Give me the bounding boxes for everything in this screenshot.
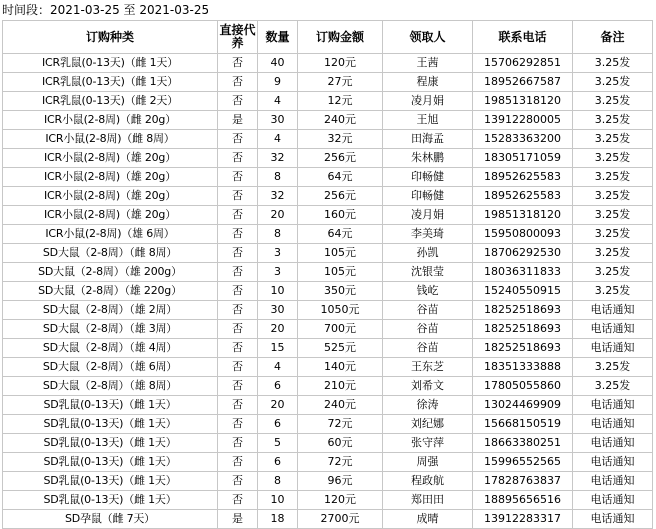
table-row xyxy=(3,358,653,377)
remark-cell: 3.25发 xyxy=(573,377,653,396)
phone-cell: 18036311833 xyxy=(473,263,573,282)
recipient-cell: 谷苗 xyxy=(383,320,473,339)
product-cell: SD乳鼠(0-13天)（雌 1天） xyxy=(3,396,218,415)
quantity-cell: 30 xyxy=(258,301,298,320)
product-cell: SD大鼠（2-8周）（雄 4周） xyxy=(3,339,218,358)
product-cell: ICR小鼠(2-8周)（雄 6周） xyxy=(3,225,218,244)
remark-cell: 3.25发 xyxy=(573,92,653,111)
table-row xyxy=(3,282,653,301)
remark-cell: 3.25发 xyxy=(573,206,653,225)
quantity-cell: 18 xyxy=(258,510,298,529)
amount-cell: 120元 xyxy=(298,491,383,510)
quantity-cell: 30 xyxy=(258,111,298,130)
table-header-row xyxy=(3,21,653,54)
remark-cell: 电话通知 xyxy=(573,415,653,434)
remark-cell: 3.25发 xyxy=(573,244,653,263)
column-header-phone: 联系电话 xyxy=(473,21,573,54)
remark-cell: 电话通知 xyxy=(573,301,653,320)
recipient-cell: 徐涛 xyxy=(383,396,473,415)
amount-cell: 105元 xyxy=(298,263,383,282)
table-row xyxy=(3,225,653,244)
product-cell: SD乳鼠(0-13天)（雌 1天） xyxy=(3,415,218,434)
table-row xyxy=(3,130,653,149)
recipient-cell: 王茜 xyxy=(383,54,473,73)
direct-care-cell: 是 xyxy=(218,510,258,529)
amount-cell: 160元 xyxy=(298,206,383,225)
direct-care-cell: 否 xyxy=(218,206,258,225)
quantity-cell: 6 xyxy=(258,415,298,434)
direct-care-cell: 否 xyxy=(218,187,258,206)
table-row xyxy=(3,415,653,434)
recipient-cell: 刘希文 xyxy=(383,377,473,396)
quantity-cell: 10 xyxy=(258,282,298,301)
phone-cell: 15283363200 xyxy=(473,130,573,149)
phone-cell: 15240550915 xyxy=(473,282,573,301)
remark-cell: 3.25发 xyxy=(573,187,653,206)
quantity-cell: 20 xyxy=(258,320,298,339)
amount-cell: 140元 xyxy=(298,358,383,377)
table-row xyxy=(3,149,653,168)
product-cell: ICR小鼠(2-8周)（雄 20g） xyxy=(3,206,218,225)
order-table xyxy=(2,20,653,529)
recipient-cell: 郑田田 xyxy=(383,491,473,510)
direct-care-cell: 否 xyxy=(218,434,258,453)
direct-care-cell: 否 xyxy=(218,130,258,149)
column-header-amount: 订购金额 xyxy=(298,21,383,54)
remark-cell: 电话通知 xyxy=(573,320,653,339)
amount-cell: 64元 xyxy=(298,168,383,187)
direct-care-cell: 否 xyxy=(218,92,258,111)
phone-cell: 18305171059 xyxy=(473,149,573,168)
table-row xyxy=(3,434,653,453)
phone-cell: 15996552565 xyxy=(473,453,573,472)
amount-cell: 32元 xyxy=(298,130,383,149)
phone-cell: 13912283317 xyxy=(473,510,573,529)
table-body xyxy=(3,54,653,529)
recipient-cell: 田海孟 xyxy=(383,130,473,149)
column-header-quantity: 数量 xyxy=(258,21,298,54)
amount-cell: 700元 xyxy=(298,320,383,339)
product-cell: SD乳鼠(0-13天)（雌 1天） xyxy=(3,472,218,491)
product-cell: SD大鼠（2-8周）（雄 2周） xyxy=(3,301,218,320)
quantity-cell: 3 xyxy=(258,244,298,263)
amount-cell: 105元 xyxy=(298,244,383,263)
direct-care-cell: 否 xyxy=(218,301,258,320)
product-cell: SD乳鼠(0-13天)（雌 1天） xyxy=(3,434,218,453)
amount-cell: 2700元 xyxy=(298,510,383,529)
phone-cell: 18895656516 xyxy=(473,491,573,510)
quantity-cell: 4 xyxy=(258,130,298,149)
phone-cell: 18252518693 xyxy=(473,301,573,320)
direct-care-cell: 否 xyxy=(218,491,258,510)
direct-care-cell: 否 xyxy=(218,320,258,339)
amount-cell: 12元 xyxy=(298,92,383,111)
remark-cell: 3.25发 xyxy=(573,73,653,92)
phone-cell: 18663380251 xyxy=(473,434,573,453)
product-cell: SD大鼠（2-8周）（雄 8周） xyxy=(3,377,218,396)
recipient-cell: 凌月娟 xyxy=(383,206,473,225)
table-row xyxy=(3,453,653,472)
table-row xyxy=(3,187,653,206)
phone-cell: 19851318120 xyxy=(473,92,573,111)
phone-cell: 18952667587 xyxy=(473,73,573,92)
direct-care-cell: 否 xyxy=(218,282,258,301)
column-header-product: 订购种类 xyxy=(3,21,218,54)
table-row xyxy=(3,491,653,510)
quantity-cell: 32 xyxy=(258,187,298,206)
product-cell: ICR小鼠(2-8周)（雄 20g） xyxy=(3,168,218,187)
table-row xyxy=(3,111,653,130)
quantity-cell: 20 xyxy=(258,206,298,225)
product-cell: SD大鼠（2-8周）（雄 200g） xyxy=(3,263,218,282)
amount-cell: 240元 xyxy=(298,111,383,130)
remark-cell: 3.25发 xyxy=(573,111,653,130)
quantity-cell: 6 xyxy=(258,377,298,396)
table-row xyxy=(3,263,653,282)
time-range-label: 时间段：2021-03-25 至 2021-03-25 xyxy=(2,3,210,17)
direct-care-cell: 否 xyxy=(218,263,258,282)
recipient-cell: 凌月娟 xyxy=(383,92,473,111)
direct-care-cell: 否 xyxy=(218,396,258,415)
recipient-cell: 沈银莹 xyxy=(383,263,473,282)
table-row xyxy=(3,377,653,396)
amount-cell: 60元 xyxy=(298,434,383,453)
quantity-cell: 20 xyxy=(258,396,298,415)
column-header-remark: 备注 xyxy=(573,21,653,54)
remark-cell: 电话通知 xyxy=(573,472,653,491)
recipient-cell: 印畅健 xyxy=(383,187,473,206)
direct-care-cell: 否 xyxy=(218,73,258,92)
remark-cell: 3.25发 xyxy=(573,358,653,377)
recipient-cell: 孙凯 xyxy=(383,244,473,263)
product-cell: ICR小鼠(2-8周)（雌 8周） xyxy=(3,130,218,149)
table-row xyxy=(3,73,653,92)
recipient-cell: 周强 xyxy=(383,453,473,472)
phone-cell: 13912280005 xyxy=(473,111,573,130)
table-row xyxy=(3,92,653,111)
recipient-cell: 成晴 xyxy=(383,510,473,529)
table-row xyxy=(3,396,653,415)
phone-cell: 15668150519 xyxy=(473,415,573,434)
amount-cell: 1050元 xyxy=(298,301,383,320)
phone-cell: 18952625583 xyxy=(473,168,573,187)
remark-cell: 3.25发 xyxy=(573,225,653,244)
recipient-cell: 王旭 xyxy=(383,111,473,130)
quantity-cell: 8 xyxy=(258,168,298,187)
quantity-cell: 32 xyxy=(258,149,298,168)
phone-cell: 18952625583 xyxy=(473,187,573,206)
amount-cell: 72元 xyxy=(298,415,383,434)
quantity-cell: 6 xyxy=(258,453,298,472)
quantity-cell: 8 xyxy=(258,472,298,491)
recipient-cell: 钱屹 xyxy=(383,282,473,301)
table-row xyxy=(3,472,653,491)
recipient-cell: 程康 xyxy=(383,73,473,92)
quantity-cell: 9 xyxy=(258,73,298,92)
quantity-cell: 15 xyxy=(258,339,298,358)
phone-cell: 18252518693 xyxy=(473,339,573,358)
table-row xyxy=(3,301,653,320)
remark-cell: 电话通知 xyxy=(573,491,653,510)
direct-care-cell: 否 xyxy=(218,168,258,187)
product-cell: ICR小鼠(2-8周)（雄 20g） xyxy=(3,149,218,168)
amount-cell: 27元 xyxy=(298,73,383,92)
amount-cell: 350元 xyxy=(298,282,383,301)
table-row xyxy=(3,244,653,263)
quantity-cell: 3 xyxy=(258,263,298,282)
table-row xyxy=(3,320,653,339)
product-cell: SD乳鼠(0-13天)（雌 1天） xyxy=(3,453,218,472)
recipient-cell: 李美琦 xyxy=(383,225,473,244)
product-cell: SD大鼠（2-8周）（雄 6周） xyxy=(3,358,218,377)
amount-cell: 64元 xyxy=(298,225,383,244)
product-cell: SD大鼠（2-8周）（雄 3周） xyxy=(3,320,218,339)
phone-cell: 17805055860 xyxy=(473,377,573,396)
amount-cell: 256元 xyxy=(298,149,383,168)
recipient-cell: 朱林鹏 xyxy=(383,149,473,168)
quantity-cell: 5 xyxy=(258,434,298,453)
direct-care-cell: 否 xyxy=(218,377,258,396)
quantity-cell: 4 xyxy=(258,358,298,377)
amount-cell: 72元 xyxy=(298,453,383,472)
recipient-cell: 张守萍 xyxy=(383,434,473,453)
remark-cell: 3.25发 xyxy=(573,54,653,73)
table-row xyxy=(3,206,653,225)
phone-cell: 19851318120 xyxy=(473,206,573,225)
direct-care-cell: 否 xyxy=(218,225,258,244)
quantity-cell: 40 xyxy=(258,54,298,73)
amount-cell: 256元 xyxy=(298,187,383,206)
recipient-cell: 谷苗 xyxy=(383,339,473,358)
direct-care-cell: 否 xyxy=(218,339,258,358)
product-cell: ICR小鼠(2-8周)（雌 20g） xyxy=(3,111,218,130)
phone-cell: 18252518693 xyxy=(473,320,573,339)
recipient-cell: 程政航 xyxy=(383,472,473,491)
remark-cell: 3.25发 xyxy=(573,130,653,149)
remark-cell: 电话通知 xyxy=(573,396,653,415)
remark-cell: 3.25发 xyxy=(573,168,653,187)
direct-care-cell: 否 xyxy=(218,472,258,491)
recipient-cell: 印畅健 xyxy=(383,168,473,187)
remark-cell: 电话通知 xyxy=(573,453,653,472)
product-cell: SD大鼠（2-8周）（雄 220g） xyxy=(3,282,218,301)
remark-cell: 电话通知 xyxy=(573,510,653,529)
quantity-cell: 8 xyxy=(258,225,298,244)
direct-care-cell: 是 xyxy=(218,111,258,130)
direct-care-cell: 否 xyxy=(218,54,258,73)
product-cell: SD大鼠（2-8周）（雌 8周） xyxy=(3,244,218,263)
remark-cell: 3.25发 xyxy=(573,282,653,301)
recipient-cell: 刘纪娜 xyxy=(383,415,473,434)
remark-cell: 3.25发 xyxy=(573,149,653,168)
phone-cell: 17828763837 xyxy=(473,472,573,491)
phone-cell: 18351333888 xyxy=(473,358,573,377)
table-row xyxy=(3,339,653,358)
phone-cell: 15950800093 xyxy=(473,225,573,244)
table-row xyxy=(3,510,653,529)
amount-cell: 525元 xyxy=(298,339,383,358)
direct-care-cell: 否 xyxy=(218,358,258,377)
product-cell: ICR乳鼠(0-13天)（雌 1天） xyxy=(3,54,218,73)
phone-cell: 13024469909 xyxy=(473,396,573,415)
column-header-recipient: 领取人 xyxy=(383,21,473,54)
direct-care-cell: 否 xyxy=(218,415,258,434)
quantity-cell: 10 xyxy=(258,491,298,510)
product-cell: ICR乳鼠(0-13天)（雌 1天） xyxy=(3,73,218,92)
recipient-cell: 王东芝 xyxy=(383,358,473,377)
column-header-direct-care: 直接代养 xyxy=(218,21,258,54)
amount-cell: 210元 xyxy=(298,377,383,396)
table-row xyxy=(3,168,653,187)
product-cell: ICR乳鼠(0-13天)（雌 2天） xyxy=(3,92,218,111)
product-cell: SD乳鼠(0-13天)（雌 1天） xyxy=(3,491,218,510)
quantity-cell: 4 xyxy=(258,92,298,111)
recipient-cell: 谷苗 xyxy=(383,301,473,320)
direct-care-cell: 否 xyxy=(218,244,258,263)
amount-cell: 96元 xyxy=(298,472,383,491)
phone-cell: 18706292530 xyxy=(473,244,573,263)
direct-care-cell: 否 xyxy=(218,453,258,472)
table-row xyxy=(3,54,653,73)
product-cell: SD孕鼠（雌 7天） xyxy=(3,510,218,529)
amount-cell: 120元 xyxy=(298,54,383,73)
amount-cell: 240元 xyxy=(298,396,383,415)
remark-cell: 电话通知 xyxy=(573,339,653,358)
remark-cell: 电话通知 xyxy=(573,434,653,453)
direct-care-cell: 否 xyxy=(218,149,258,168)
phone-cell: 15706292851 xyxy=(473,54,573,73)
remark-cell: 3.25发 xyxy=(573,263,653,282)
product-cell: ICR小鼠(2-8周)（雄 20g） xyxy=(3,187,218,206)
